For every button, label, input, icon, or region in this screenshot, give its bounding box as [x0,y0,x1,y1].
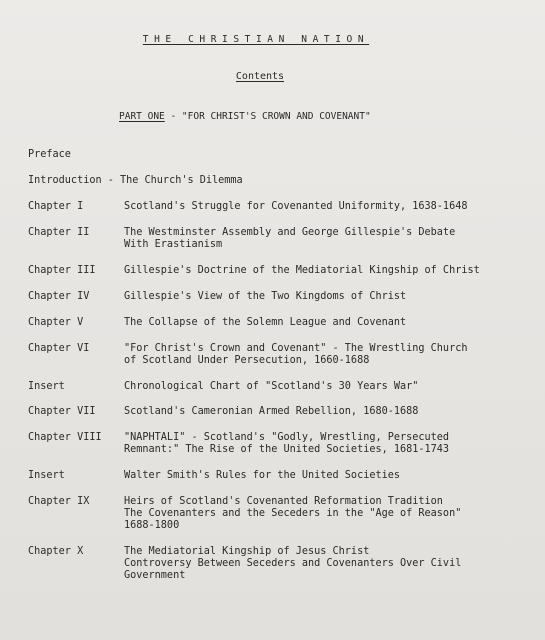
toc-entry-title: Heirs of Scotland's Covenanted Reformation Tradition The Covenanters and the Seceders in the "Age of Reason" 1688-1800 [124,496,462,531]
toc-entry-label: Chapter I [28,201,84,212]
toc-entry-label: Preface [28,149,71,160]
part-heading-label: PART ONE [119,111,165,122]
contents-heading: Contents [235,71,285,82]
toc-entry-label: Chapter VII [28,406,96,417]
toc-entry-label: Insert [28,381,65,392]
toc-entry-title: Scotland's Cameronian Armed Rebellion, 1680-1688 [124,406,419,417]
toc-entry-label: Chapter II [28,227,90,238]
toc-entry-label: Insert [28,470,65,481]
toc-entry-label: Introduction - The Church's Dilemma [28,175,243,186]
toc-entry-label: Chapter VIII [28,432,102,443]
toc-entry-title: The Collapse of the Solemn League and Covenant [124,317,407,328]
toc-entry-label: Chapter III [28,265,96,276]
toc-entry-label: Chapter IV [28,291,90,302]
toc-entry-title: "For Christ's Crown and Covenant" - The Wrestling Church of Scotland Under Persecution, 1660-1688 [124,343,468,366]
toc-entry-label: Chapter IX [28,496,90,507]
toc-entry-title: Gillespie's Doctrine of the Mediatorial Kingship of Christ [124,265,480,276]
toc-entry-title: Scotland's Struggle for Covenanted Uniformity, 1638-1648 [124,201,468,212]
toc-entry-label: Chapter VI [28,343,90,354]
toc-entry-title: The Mediatorial Kingship of Jesus Christ Controversy Between Seceders and Covenanters Over Civil Government [124,546,462,581]
part-heading [119,111,371,122]
toc-entry-title: Gillespie's View of the Two Kingdoms of Christ [124,291,407,302]
part-heading-title: - "FOR CHRIST'S CROWN AND COVENANT" [164,111,371,122]
document-title: THE CHRISTIAN NATION [142,34,370,45]
toc-entry-label: Chapter V [28,317,84,328]
toc-entry-title: "NAPHTALI" - Scotland's "Godly, Wrestling, Persecuted Remnant:" The Rise of the United Societies, 1681-1743 [124,432,450,455]
toc-entry-title: Chronological Chart of "Scotland's 30 Years War" [124,381,419,392]
toc-entry-label: Chapter X [28,546,84,557]
toc-entry-title: The Westminster Assembly and George Gillespie's Debate With Erastianism [124,227,456,250]
toc-entry-title: Walter Smith's Rules for the United Societies [124,470,401,481]
